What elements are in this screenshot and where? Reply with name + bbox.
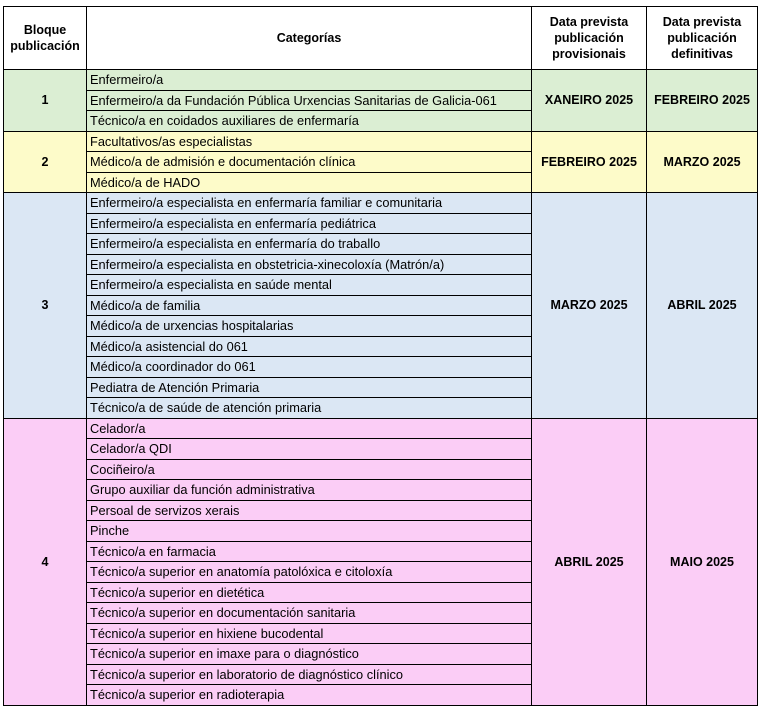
category-cell: Técnico/a superior en hixiene bucodental	[87, 623, 532, 644]
category-cell: Celador/a QDI	[87, 439, 532, 460]
category-cell: Celador/a	[87, 418, 532, 439]
provisional-date: MARZO 2025	[532, 193, 647, 419]
category-cell: Enfermeiro/a especialista en enfermaría do traballo	[87, 234, 532, 255]
category-cell: Técnico/a superior en documentación sanitaria	[87, 603, 532, 624]
table-row	[4, 418, 758, 439]
definitive-date: MAIO 2025	[647, 418, 758, 705]
definitive-date: FEBREIRO 2025	[647, 70, 758, 132]
header-row	[4, 7, 758, 70]
definitive-date: MARZO 2025	[647, 131, 758, 193]
category-cell: Pinche	[87, 521, 532, 542]
header-provisionais: Data prevista publicación provisionais	[532, 7, 647, 70]
category-cell: Enfermeiro/a da Fundación Pública Urxencias Sanitarias de Galicia-061	[87, 90, 532, 111]
category-cell: Médico/a asistencial do 061	[87, 336, 532, 357]
category-cell: Técnico/a superior en radioterapia	[87, 685, 532, 706]
category-cell: Enfermeiro/a	[87, 70, 532, 91]
category-cell: Médico/a de urxencias hospitalarias	[87, 316, 532, 337]
category-cell: Enfermeiro/a especialista en enfermaría pediátrica	[87, 213, 532, 234]
provisional-date: FEBREIRO 2025	[532, 131, 647, 193]
category-cell: Médico/a de admisión e documentación clínica	[87, 152, 532, 173]
provisional-date: XANEIRO 2025	[532, 70, 647, 132]
block-number: 2	[4, 131, 87, 193]
category-cell: Técnico/a superior en anatomía patolóxica e citoloxía	[87, 562, 532, 583]
category-cell: Persoal de servizos xerais	[87, 500, 532, 521]
category-cell: Pediatra de Atención Primaria	[87, 377, 532, 398]
header-bloque: Bloque publicación	[4, 7, 87, 70]
header-categorias: Categorías	[87, 7, 532, 70]
category-cell: Médico/a coordinador do 061	[87, 357, 532, 378]
category-cell: Técnico/a superior en laboratorio de diagnóstico clínico	[87, 664, 532, 685]
category-cell: Técnico/a en coidados auxiliares de enfermaría	[87, 111, 532, 132]
category-cell: Grupo auxiliar da función administrativa	[87, 480, 532, 501]
category-cell: Médico/a de familia	[87, 295, 532, 316]
block-number: 4	[4, 418, 87, 705]
category-cell: Cociñeiro/a	[87, 459, 532, 480]
table-row	[4, 193, 758, 214]
category-cell: Técnico/a superior en dietética	[87, 582, 532, 603]
definitive-date: ABRIL 2025	[647, 193, 758, 419]
publication-schedule-table	[3, 6, 758, 706]
provisional-date: ABRIL 2025	[532, 418, 647, 705]
category-cell: Enfermeiro/a especialista en obstetricia-xinecoloxía (Matrón/a)	[87, 254, 532, 275]
table-body	[4, 70, 758, 706]
category-cell: Técnico/a superior en imaxe para o diagnóstico	[87, 644, 532, 665]
category-cell: Técnico/a en farmacia	[87, 541, 532, 562]
header-definitivas: Data prevista publicación definitivas	[647, 7, 758, 70]
block-number: 3	[4, 193, 87, 419]
category-cell: Facultativos/as especialistas	[87, 131, 532, 152]
table-row	[4, 70, 758, 91]
category-cell: Técnico/a de saúde de atención primaria	[87, 398, 532, 419]
block-number: 1	[4, 70, 87, 132]
category-cell: Médico/a de HADO	[87, 172, 532, 193]
category-cell: Enfermeiro/a especialista en saúde mental	[87, 275, 532, 296]
table-row	[4, 131, 758, 152]
category-cell: Enfermeiro/a especialista en enfermaría familiar e comunitaria	[87, 193, 532, 214]
